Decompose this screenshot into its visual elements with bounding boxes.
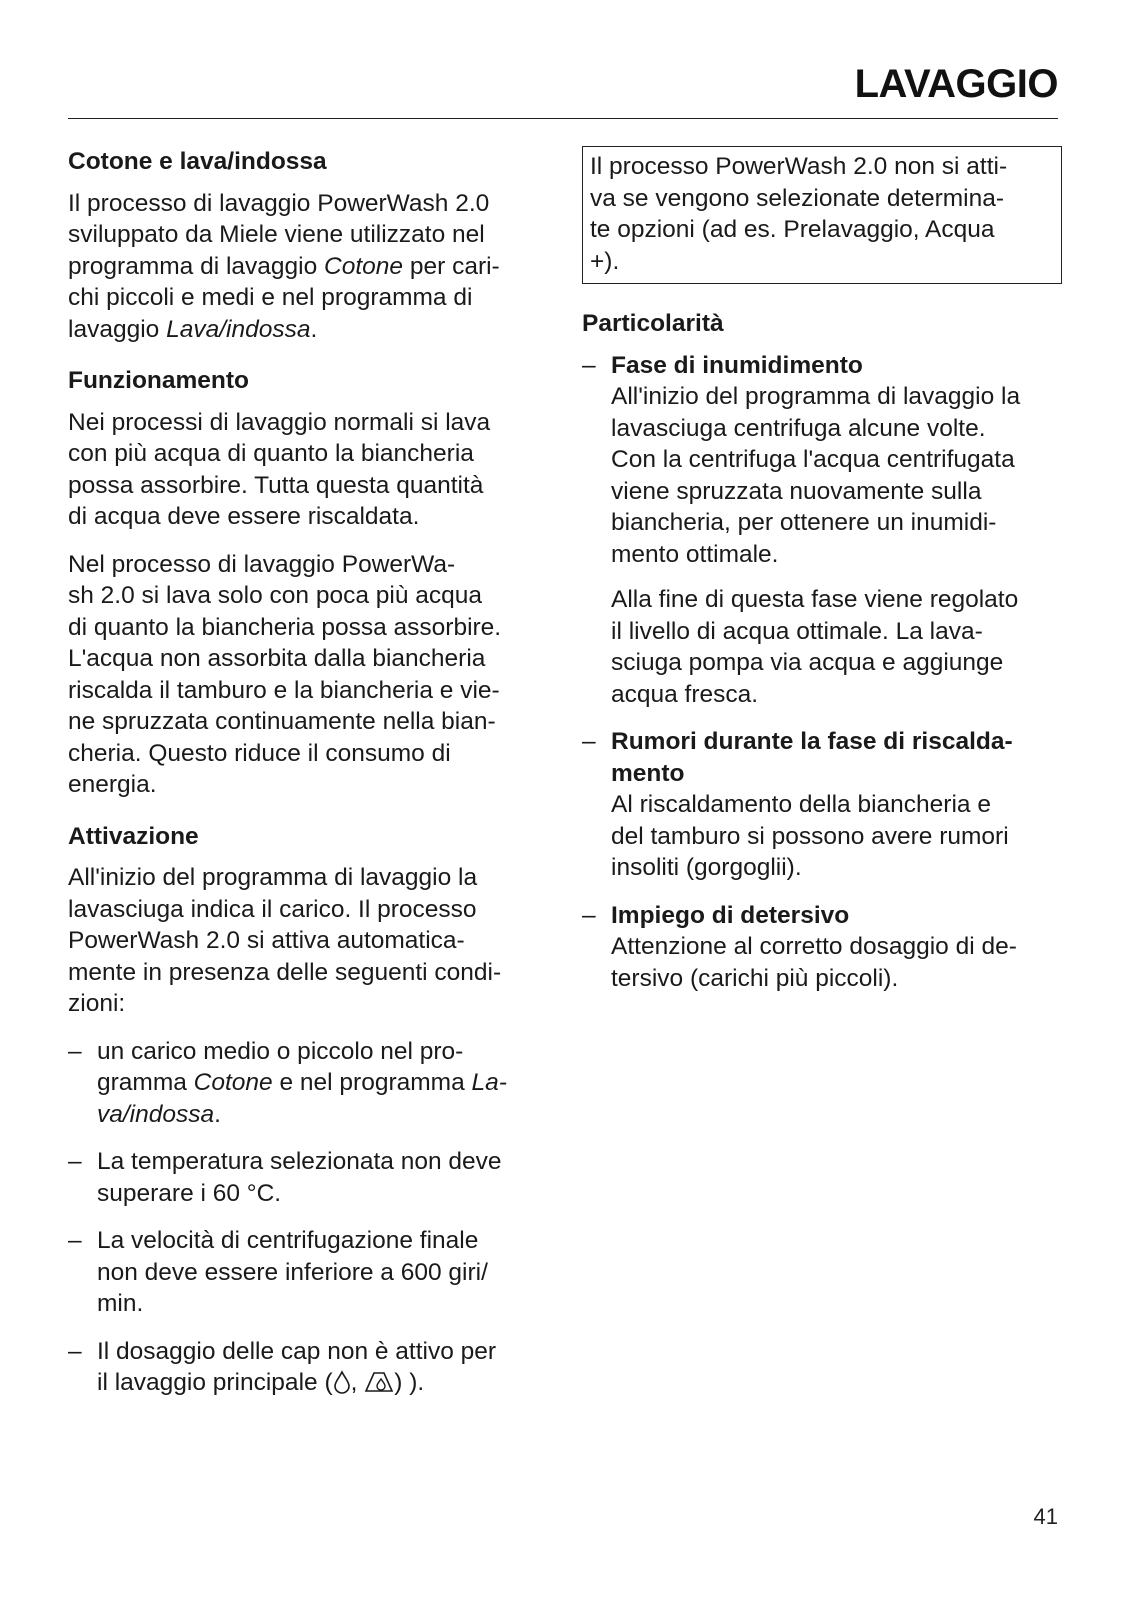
list-item: – Impiego di detersivo Attenzione al corretto dosaggio di de- tersivo (carichi più piccoli). [582,901,1017,992]
list-item: – La velocità di centrifugazione finale non deve essere inferiore a 600 giri/ min. [68,1227,488,1317]
list-item: – Rumori durante la fase di riscalda- mento Al riscaldamento della biancheria e del tamburo si possono avere rumori insoliti (gorgoglii). [582,728,1013,881]
section-title-cotone: Cotone e lava/indossa [68,148,327,175]
list-item: – un carico medio o piccolo nel pro- gramma Cotone e nel programma La- va/indossa. [68,1037,507,1128]
page-number: 41 [1033,1504,1058,1529]
header-rule [68,118,1058,119]
section-title-particolarita: Particolarità [582,310,724,337]
page-title: LAVAGGIO [854,62,1058,106]
cap-softener-icon [364,1370,394,1403]
section-title-funzionamento: Funzionamento [68,367,250,394]
paragraph-attivazione: All'inizio del programma di lavaggio la lavasciuga indica il carico. Il processo PowerWash 2.0 si attiva automatica- mente in presenza delle seguenti condi- zioni: [68,864,502,1017]
paragraph-cotone: Il processo di lavaggio PowerWash 2.0 sviluppato da Miele viene utilizzato nel programma di lavaggio Cotone per cari- chi piccoli e medi e nel programma di lavaggio Lava/indossa. [68,189,500,343]
paragraph-funzionamento-1: Nei processi di lavaggio normali si lava con più acqua di quanto la biancheria possa assorbire. Tutta questa quantità di acqua deve essere riscaldata. [68,408,491,530]
section-title-attivazione: Attivazione [68,822,199,850]
right-column [582,146,1062,1010]
list-item: – Il dosaggio delle cap non è attivo per il lavaggio principale ( , ) ). [68,1336,550,1403]
notice-box: Il processo PowerWash 2.0 non si atti- va se vengono selezionate determina- te opzioni (ad es. Prelavaggio, Acqua +). [582,146,1062,284]
list-item: – Fase di inumidimento All'inizio del programma di lavaggio la lavasciuga centrifuga alcune volte. Con la centrifuga l'acqua centrifugata viene spruzzata nuovamente sulla biancheria, per ottenere un inumidi- mento ottimale. Alla fine di questa fase viene regolato il livello di acqua ottimale. La lava- sciuga pompa via acqua e aggiunge acqua fresca. [582,351,1021,708]
left-column [68,146,550,1419]
paragraph-funzionamento-2: Nel processo di lavaggio PowerWa- sh 2.0 si lava solo con poca più acqua di quanto la biancheria possa assorbire. L'acqua non assorbita dalla biancheria riscalda il tamburo e la biancheria e vie- ne spruzzata continuamente nella bian- cheria. Questo riduce il consumo di energia. [68,550,502,798]
list-item: – La temperatura selezionata non deve superare i 60 °C. [68,1148,502,1207]
droplet-icon [333,1370,351,1403]
